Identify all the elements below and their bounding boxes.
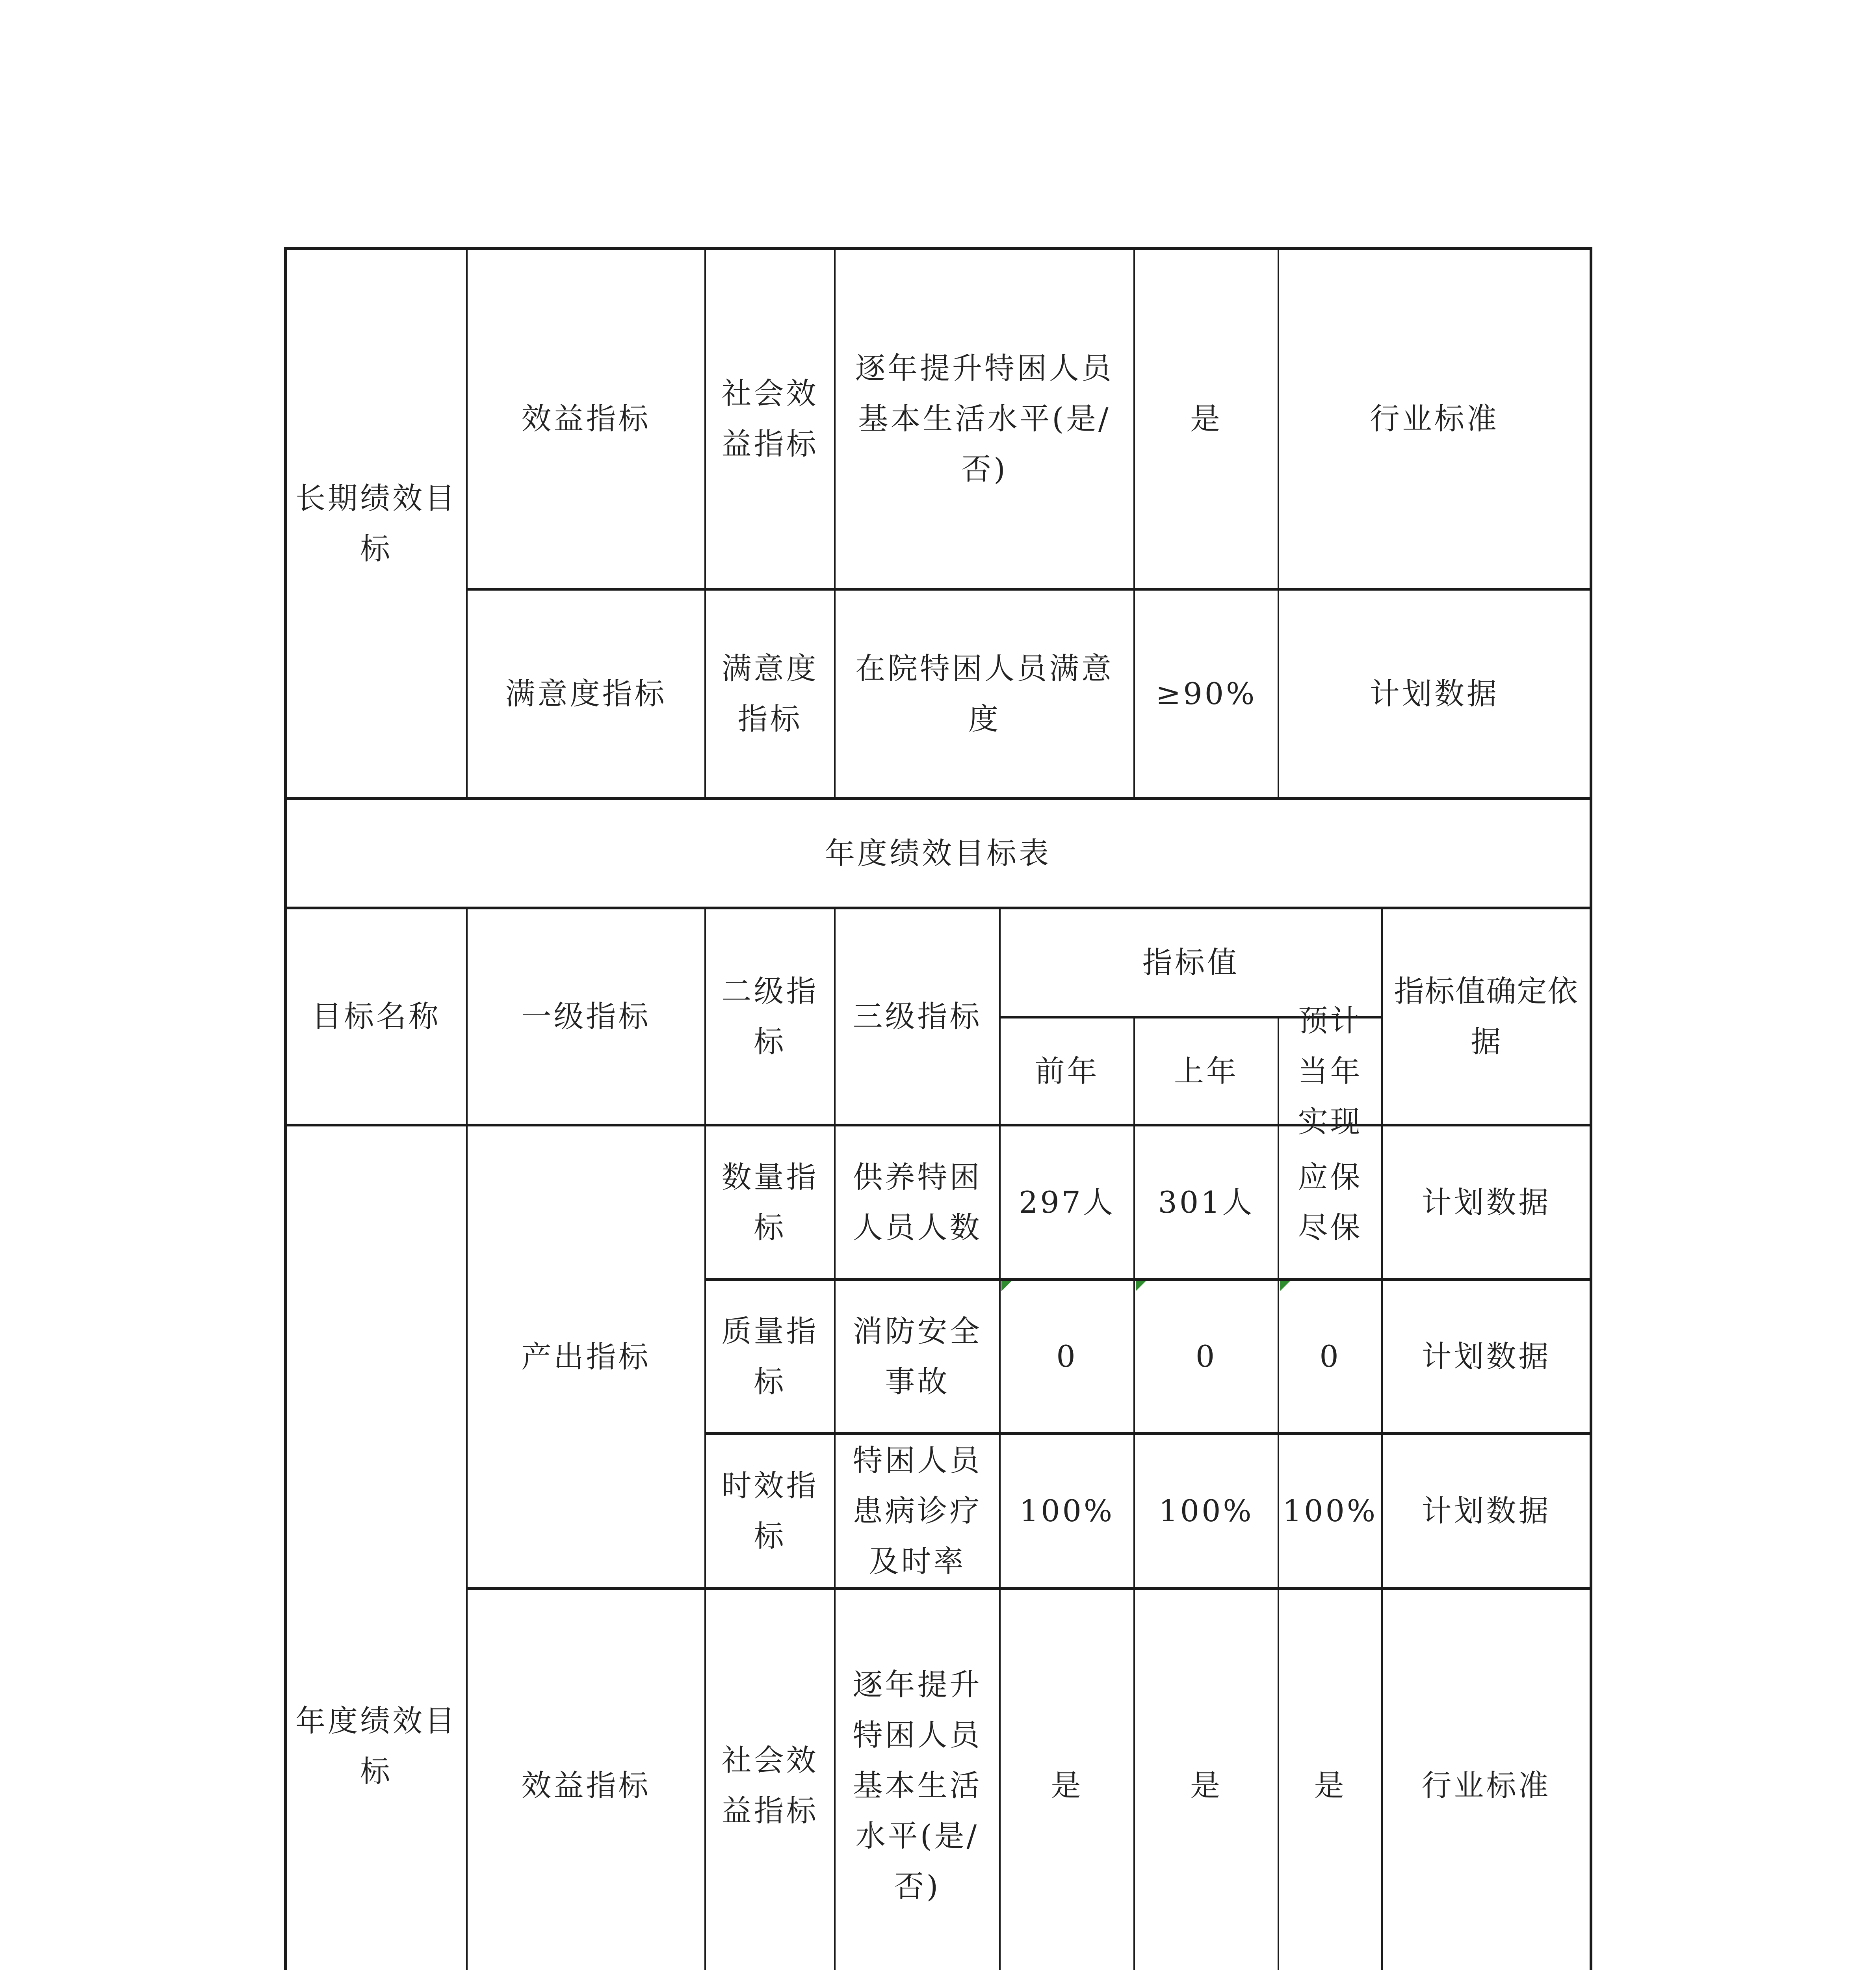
- annual-row-3-prev: 100%: [1019, 1493, 1115, 1528]
- annual-row-1-basis: 计划数据: [1421, 1184, 1551, 1220]
- long-term-row-1-basis: 行业标准: [1370, 401, 1499, 436]
- annual-row-4-current: 是: [1314, 1767, 1347, 1803]
- header-current-year: 预计当年实现: [1298, 1003, 1363, 1139]
- long-term-row-2-level3: 在院特困人员满意度: [855, 651, 1114, 736]
- annual-row-3-basis: 计划数据: [1421, 1493, 1551, 1528]
- header-prev-year: 前年: [1035, 1053, 1100, 1089]
- annual-row-1-current: 应保尽保: [1298, 1159, 1363, 1245]
- header-target-name: 目标名称: [312, 999, 441, 1034]
- long-term-row-1-value: 是: [1190, 401, 1222, 436]
- annual-row-3-level3: 特困人员患病诊疗及时率: [853, 1443, 982, 1579]
- header-level1: 一级指标: [521, 999, 651, 1034]
- annual-row-3-level2: 时效指标: [721, 1468, 819, 1554]
- annual-row-1-level2: 数量指标: [721, 1159, 819, 1245]
- grid-line: [1590, 247, 1592, 799]
- annual-row-2-level3: 消防安全事故: [853, 1314, 982, 1399]
- long-term-row-2-value: ≥90%: [1155, 676, 1257, 711]
- grid-line: [285, 907, 1592, 909]
- long-term-row-1-level3: 逐年提升特困人员基本生活水平(是/否): [855, 351, 1114, 487]
- output-group-label: 产出指标: [521, 1339, 651, 1374]
- grid-line: [704, 1432, 1592, 1435]
- annual-row-2-basis: 计划数据: [1421, 1339, 1551, 1374]
- annual-row-4-last: 是: [1190, 1767, 1222, 1803]
- annual-row-3-last: 100%: [1159, 1493, 1254, 1528]
- grid-line: [466, 588, 1592, 591]
- cell-marker: [1280, 1281, 1290, 1291]
- header-last-year: 上年: [1174, 1053, 1239, 1089]
- long-term-row-1-level2: 社会效益指标: [721, 376, 819, 461]
- cell-marker: [1136, 1281, 1146, 1291]
- long-term-row-2-level2: 满意度指标: [721, 651, 819, 736]
- annual-row-2-last: 0: [1195, 1339, 1217, 1374]
- grid-line: [285, 1124, 1592, 1126]
- annual-row-2-prev: 0: [1056, 1339, 1078, 1374]
- header-indicator-value: 指标值: [1142, 945, 1239, 980]
- header-level2: 二级指标: [721, 974, 819, 1059]
- annual-row-3-current: 100%: [1282, 1493, 1378, 1528]
- grid-line: [704, 1278, 1592, 1281]
- annual-section-title: 年度绩效目标表: [825, 835, 1051, 871]
- annual-row-4-level3: 逐年提升特困人员基本生活水平(是/否): [853, 1667, 982, 1904]
- long-term-label: 长期绩效目标: [295, 480, 457, 566]
- annual-row-1-last: 301人: [1158, 1184, 1255, 1220]
- annual-label: 年度绩效目标: [295, 1703, 457, 1789]
- annual-row-2-level2: 质量指标: [721, 1314, 819, 1399]
- annual-row-1-level3: 供养特困人员人数: [853, 1159, 982, 1245]
- grid-line: [466, 1587, 1592, 1590]
- grid-line: [285, 797, 1592, 800]
- grid-line: [285, 247, 1592, 250]
- grid-line: [1590, 797, 1592, 908]
- long-term-row-2-level1: 满意度指标: [505, 676, 667, 711]
- long-term-row-2-basis: 计划数据: [1370, 676, 1499, 711]
- long-term-row-1-level1: 效益指标: [521, 401, 651, 436]
- annual-row-4-level1: 效益指标: [521, 1767, 651, 1803]
- header-level3: 三级指标: [853, 999, 982, 1034]
- annual-row-4-basis: 行业标准: [1421, 1767, 1551, 1803]
- annual-row-1-prev: 297人: [1018, 1184, 1116, 1220]
- annual-row-4-level2: 社会效益指标: [721, 1742, 819, 1828]
- grid-line: [1590, 907, 1592, 1970]
- annual-row-2-current: 0: [1319, 1339, 1341, 1374]
- annual-row-4-prev: 是: [1051, 1767, 1083, 1803]
- header-basis: 指标值确定依据: [1394, 974, 1579, 1059]
- cell-marker: [1001, 1281, 1012, 1291]
